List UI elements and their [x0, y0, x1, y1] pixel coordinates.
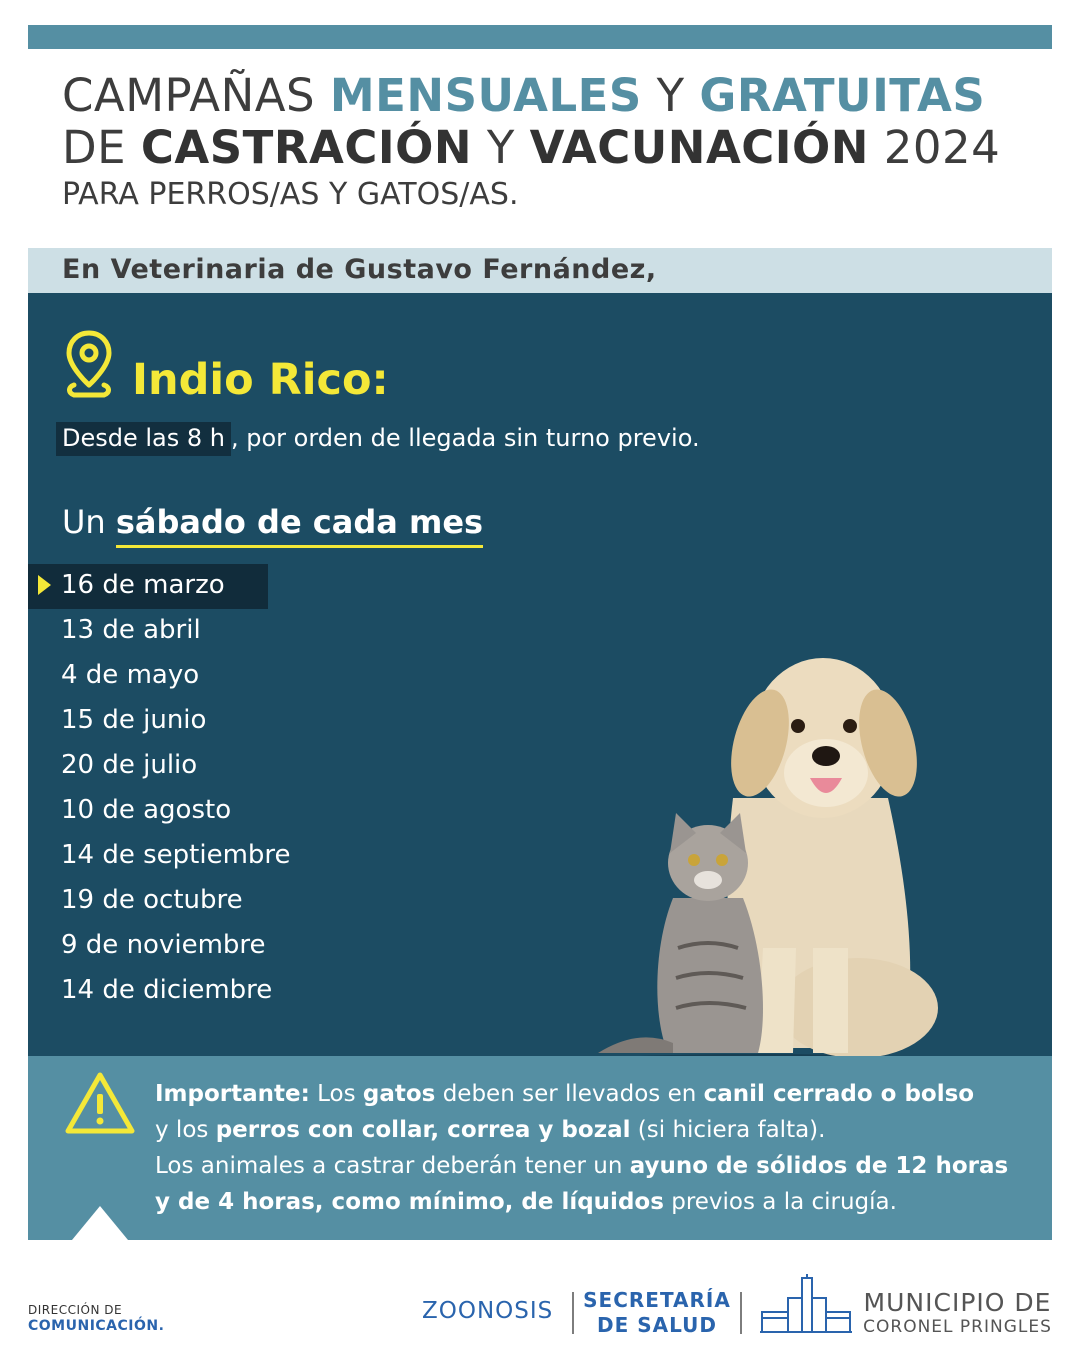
headline-vacunacion: VACUNACIÓN [529, 121, 869, 174]
frequency-highlight: sábado de cada mes [116, 503, 483, 548]
date-item: 9 de noviembre [61, 930, 266, 960]
direccion-comunicacion-logo: DIRECCIÓN DE COMUNICACIÓN. [28, 1303, 165, 1334]
notice-notch [72, 1206, 128, 1240]
headline-castracion: CASTRACIÓN [140, 121, 473, 174]
date-item: 20 de julio [61, 750, 198, 780]
frequency-line: Un sábado de cada mes [62, 503, 483, 541]
hours-line [56, 424, 700, 452]
date-item: 19 de octubre [61, 885, 243, 915]
date-list [28, 564, 291, 1014]
headline-subtitle: PARA PERROS/AS Y GATOS/AS. [62, 177, 519, 212]
schedule-panel [28, 293, 1052, 1056]
location-title: Indio Rico: [132, 355, 389, 405]
zoonosis-label: ZOONOSIS [422, 1298, 554, 1324]
top-accent-bar [28, 25, 1052, 49]
headline [62, 70, 1052, 214]
municipio-logo-text: MUNICIPIO DE CORONEL PRINGLES [863, 1288, 1052, 1337]
headline-gratuitas: GRATUITAS [699, 69, 986, 122]
secretaria-salud-label: SECRETARÍA DE SALUD [583, 1288, 731, 1337]
notice-line-3: Los animales a castrar deberán tener un ayuno de sólidos de 12 horas [155, 1153, 1009, 1179]
venue-band [28, 248, 1052, 293]
notice-panel [28, 1056, 1052, 1240]
notice-text [155, 1076, 1045, 1220]
warning-triangle-icon [64, 1070, 136, 1136]
date-item: 13 de abril [61, 615, 201, 645]
notice-line-1: Importante: Los gatos deben ser llevados en canil cerrado o bolso [155, 1081, 975, 1107]
date-item: 14 de septiembre [61, 840, 291, 870]
municipal-building-icon [758, 1274, 854, 1334]
map-pin-icon [64, 329, 114, 401]
headline-mensuales: MENSUALES [329, 69, 642, 122]
date-item: 4 de mayo [61, 660, 200, 690]
footer-separator [740, 1292, 742, 1334]
headline-line-2: DE CASTRACIÓN Y VACUNACIÓN 2024 [62, 121, 1001, 174]
venue-text: En Veterinaria de Gustavo Fernández, [62, 254, 657, 285]
date-item: 10 de agosto [61, 795, 232, 825]
cat-and-dog-illustration [558, 648, 958, 1056]
footer [0, 1240, 1080, 1350]
hours-rest: , por orden de llegada sin turno previo. [231, 424, 700, 452]
date-item-current: 16 de marzo [28, 564, 268, 609]
notice-line-2: y los perros con collar, correa y bozal (si hiciera falta). [155, 1117, 826, 1143]
date-item: 14 de diciembre [61, 975, 273, 1005]
headline-line-1: CAMPAÑAS MENSUALES Y GRATUITAS [62, 69, 986, 122]
hours-highlight: Desde las 8 h [56, 422, 231, 456]
footer-separator [572, 1292, 574, 1334]
notice-line-4: y de 4 horas, como mínimo, de líquidos previos a la cirugía. [155, 1189, 897, 1215]
triangle-right-icon [38, 575, 51, 595]
date-item: 15 de junio [61, 705, 207, 735]
